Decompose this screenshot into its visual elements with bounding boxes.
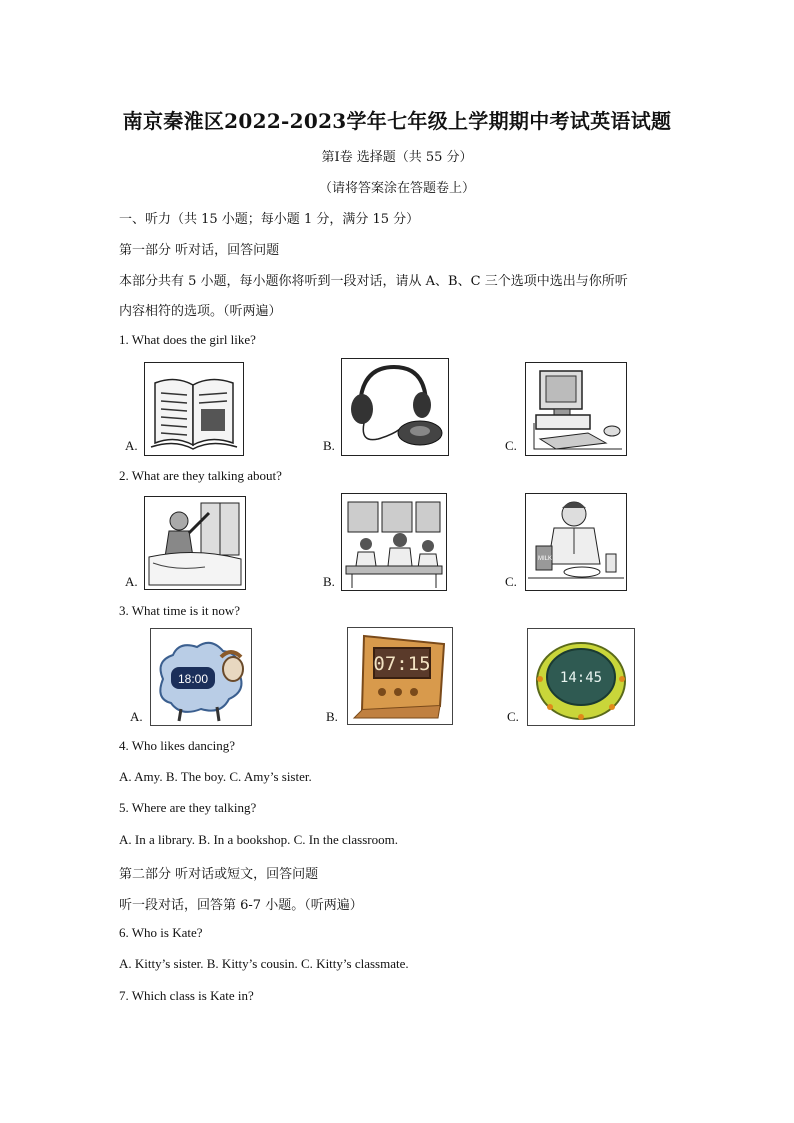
q2-label-b: B. xyxy=(323,574,335,589)
question-7: 7. Which class is Kate in? xyxy=(119,988,254,1003)
q1-image-headphones xyxy=(341,358,449,456)
question-5-options: A. In a library. B. In a bookshop. C. In the classroom. xyxy=(119,832,398,847)
q3-label-b: B. xyxy=(326,709,338,724)
page-title: 南京秦淮区2022-2023学年七年级上学期期中考试英语试题 xyxy=(122,109,672,133)
q3-image-sheep-clock xyxy=(150,628,252,726)
section-heading: 第Ⅰ卷 选择题（共 55 分） xyxy=(321,150,473,165)
question-2: 2. What are they talking about? xyxy=(119,468,282,483)
q2-image-breakfast xyxy=(525,493,627,591)
sub-one-desc-2: 内容相符的选项。（听两遍） xyxy=(119,304,282,319)
sub-two-heading: 第二部分 听对话或短文，回答问题 xyxy=(119,867,319,882)
question-6-options: A. Kitty’s sister. B. Kitty’s cousin. C. Kitty’s classmate. xyxy=(119,956,409,971)
sub-one-heading: 第一部分 听对话，回答问题 xyxy=(119,243,280,258)
q3-image-digital-clock xyxy=(347,627,453,725)
q2-label-c: C. xyxy=(505,574,517,589)
sub-one-desc-1: 本部分共有 5 小题，每小题你将听到一段对话，请从 A、B、C 三个选项中选出与你所听 xyxy=(119,274,628,289)
q3-label-c: C. xyxy=(507,709,519,724)
q1-label-a: A. xyxy=(125,438,138,453)
svg-text:MILK: MILK xyxy=(538,556,553,562)
sub-two-desc: 听一段对话，回答第 6-7 小题。（听两遍） xyxy=(119,898,363,913)
q3-label-a: A. xyxy=(130,709,143,724)
q2-label-a: A. xyxy=(125,574,138,589)
question-5: 5. Where are they talking? xyxy=(119,800,257,815)
question-3: 3. What time is it now? xyxy=(119,603,241,618)
q1-label-b: B. xyxy=(323,438,335,453)
question-4-options: A. Amy. B. The boy. C. Amy’s sister. xyxy=(119,769,312,784)
question-6: 6. Who is Kate? xyxy=(119,925,203,940)
q2-image-waking-up xyxy=(144,496,246,590)
q1-image-computer xyxy=(525,362,627,456)
q3-clock-a-time: 18:00 xyxy=(177,672,209,686)
q3-clock-b-time: 07:15 xyxy=(373,653,431,675)
q3-clock-c-time: 14:45 xyxy=(559,670,603,686)
q2-image-classroom xyxy=(341,493,447,591)
q1-image-book xyxy=(144,362,244,456)
q3-image-round-clock xyxy=(527,628,635,726)
question-4: 4. Who likes dancing? xyxy=(119,738,236,753)
instruction: （请将答案涂在答题卷上） xyxy=(318,181,475,196)
part-one-heading: 一、听力（共 15 小题；每小题 1 分，满分 15 分） xyxy=(119,212,420,227)
question-1: 1. What does the girl like? xyxy=(119,332,256,347)
q1-label-c: C. xyxy=(505,438,517,453)
